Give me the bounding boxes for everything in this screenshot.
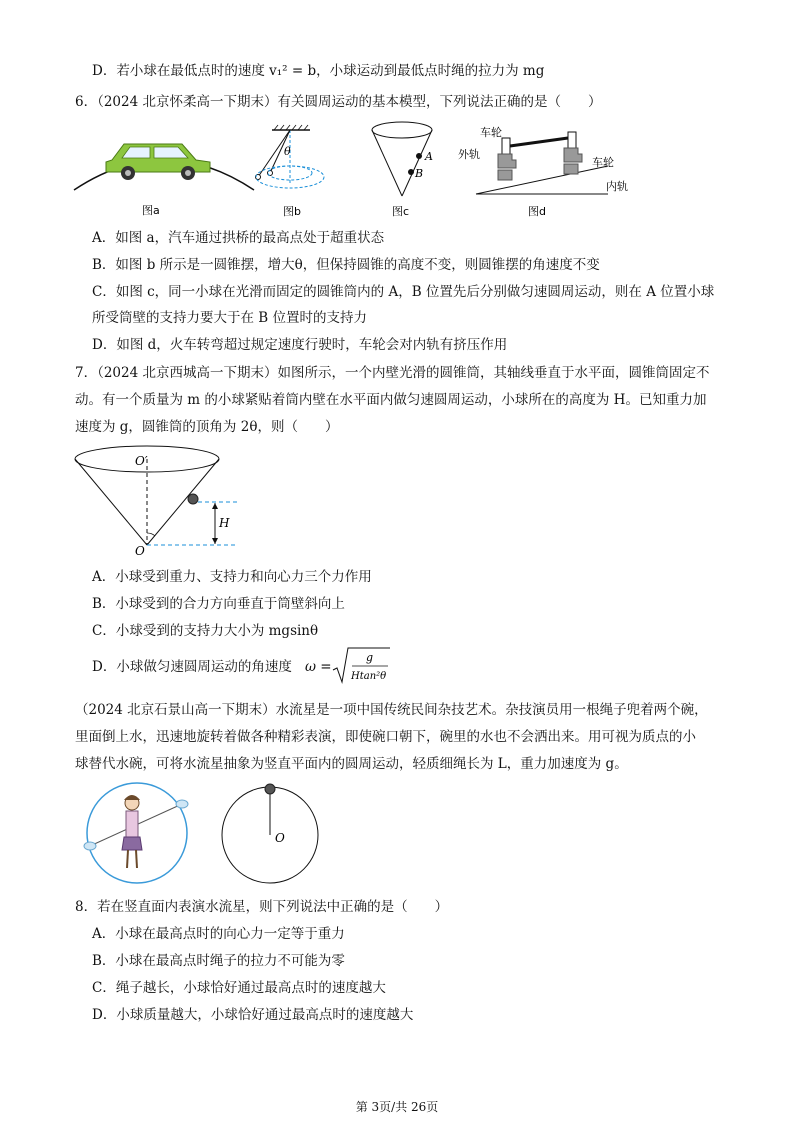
passage-line3: 球替代水碗，可将水流星抽象为竖直平面内的圆周运动，轻质细绳长为 L，重力加速度为 g。 [75,756,628,772]
q8-option-b: B．小球在最高点时绳子的拉力不可能为零 [92,953,345,969]
q6-stem: 6．（2024 北京怀柔高一下期末）有关圆周运动的基本模型，下列说法正确的是（ ） [75,94,602,110]
q8-option-c: C．绳子越长，小球恰好通过最高点时的速度越大 [92,980,386,996]
o-prime-label: O′ [135,454,148,468]
q7-option-b: B．小球受到的合力方向垂直于筒壁斜向上 [92,596,345,612]
fraction-numerator: g [366,651,374,664]
outer-rail-label: 外轨 [458,148,480,161]
figure-a-caption: 图a [142,204,160,217]
q7-stem-line1: 7．（2024 北京西城高一下期末）如图所示，一个内壁光滑的圆锥筒，其轴线垂直于水平面，圆锥筒固定不 [75,365,710,381]
q8-option-d: D．小球质量越大，小球恰好通过最高点时的速度越大 [92,1007,414,1023]
q7-stem-line3: 速度为 g，圆锥筒的顶角为 2θ，则（ ） [75,419,339,435]
figure-c-caption: 图c [392,205,410,218]
fraction-denominator: Htan²θ [351,671,387,682]
inner-rail-label: 内轨 [606,180,628,193]
q6-option-c-line1: C．如图 c，同一小球在光滑而固定的圆锥筒内的 A，B 位置先后分别做匀速圆周运动，则在 A 位置小球 [92,284,715,300]
figure-a-car-bridge [72,118,257,223]
vertical-circle-figure [220,780,320,885]
q7-cone-figure [72,445,252,560]
o-label: O [135,544,145,558]
figure-b-caption: 图b [283,205,301,218]
q6-option-a: A．如图 a，汽车通过拱桥的最高点处于超重状态 [92,230,385,246]
car-icon [106,144,210,180]
q8-option-a: A．小球在最高点时的向心力一定等于重力 [92,926,345,942]
q6-option-d: D．如图 d，火车转弯超过规定速度行驶时，车轮会对内轨有挤压作用 [92,337,508,353]
q8-stem: 8．若在竖直面内表演水流星，则下列说法中正确的是（ ） [75,899,449,915]
q6-option-c-line2: 所受筒壁的支持力要大于在 B 位置时的支持力 [92,310,368,326]
sqrt-radical [332,646,392,686]
q7-option-a: A．小球受到重力、支持力和向心力三个力作用 [92,569,372,585]
water-meteor-performer-illustration [82,778,192,888]
point-b-label: B [415,167,424,180]
q7-option-d: D．小球做匀速圆周运动的角速度 [92,659,292,675]
figure-d-train-track [458,118,628,223]
omega-symbol: ω = [305,659,332,675]
passage-line1: （2024 北京石景山高一下期末）水流星是一项中国传统民间杂技艺术。杂技演员用一根绳子兜着两个碗， [75,702,708,718]
wheel-label-right: 车轮 [592,156,614,169]
q7-stem-line2: 动。有一个质量为 m 的小球紧贴着筒内壁在水平面内做匀速圆周运动，小球所在的高度为 H。已知重力加 [75,392,707,408]
page-footer: 第 3页/共 26页 [355,1100,439,1114]
point-a-label: A [425,150,433,163]
center-o-label: O [275,831,285,845]
figure-c-cone [368,118,448,223]
h-label: H [219,516,230,530]
q5-option-d: D．若小球在最低点时的速度 v₁² = b，小球运动到最低点时绳的拉力为 mg [92,63,545,79]
q7-option-c: C．小球受到的支持力大小为 mgsinθ [92,623,319,639]
passage-line2: 里面倒上水，迅速地旋转着做各种精彩表演，即使碗口朝下，碗里的水也不会洒出来。用可视为质点的小 [75,729,696,745]
figure-d-caption: 图d [528,205,546,218]
wheel-label-left: 车轮 [480,126,502,139]
figure-b-conical-pendulum [232,125,342,225]
theta-label: θ [284,145,291,158]
q6-option-b: B．如图 b 所示是一圆锥摆，增大θ，但保持圆锥的高度不变，则圆锥摆的角速度不变 [92,257,600,273]
